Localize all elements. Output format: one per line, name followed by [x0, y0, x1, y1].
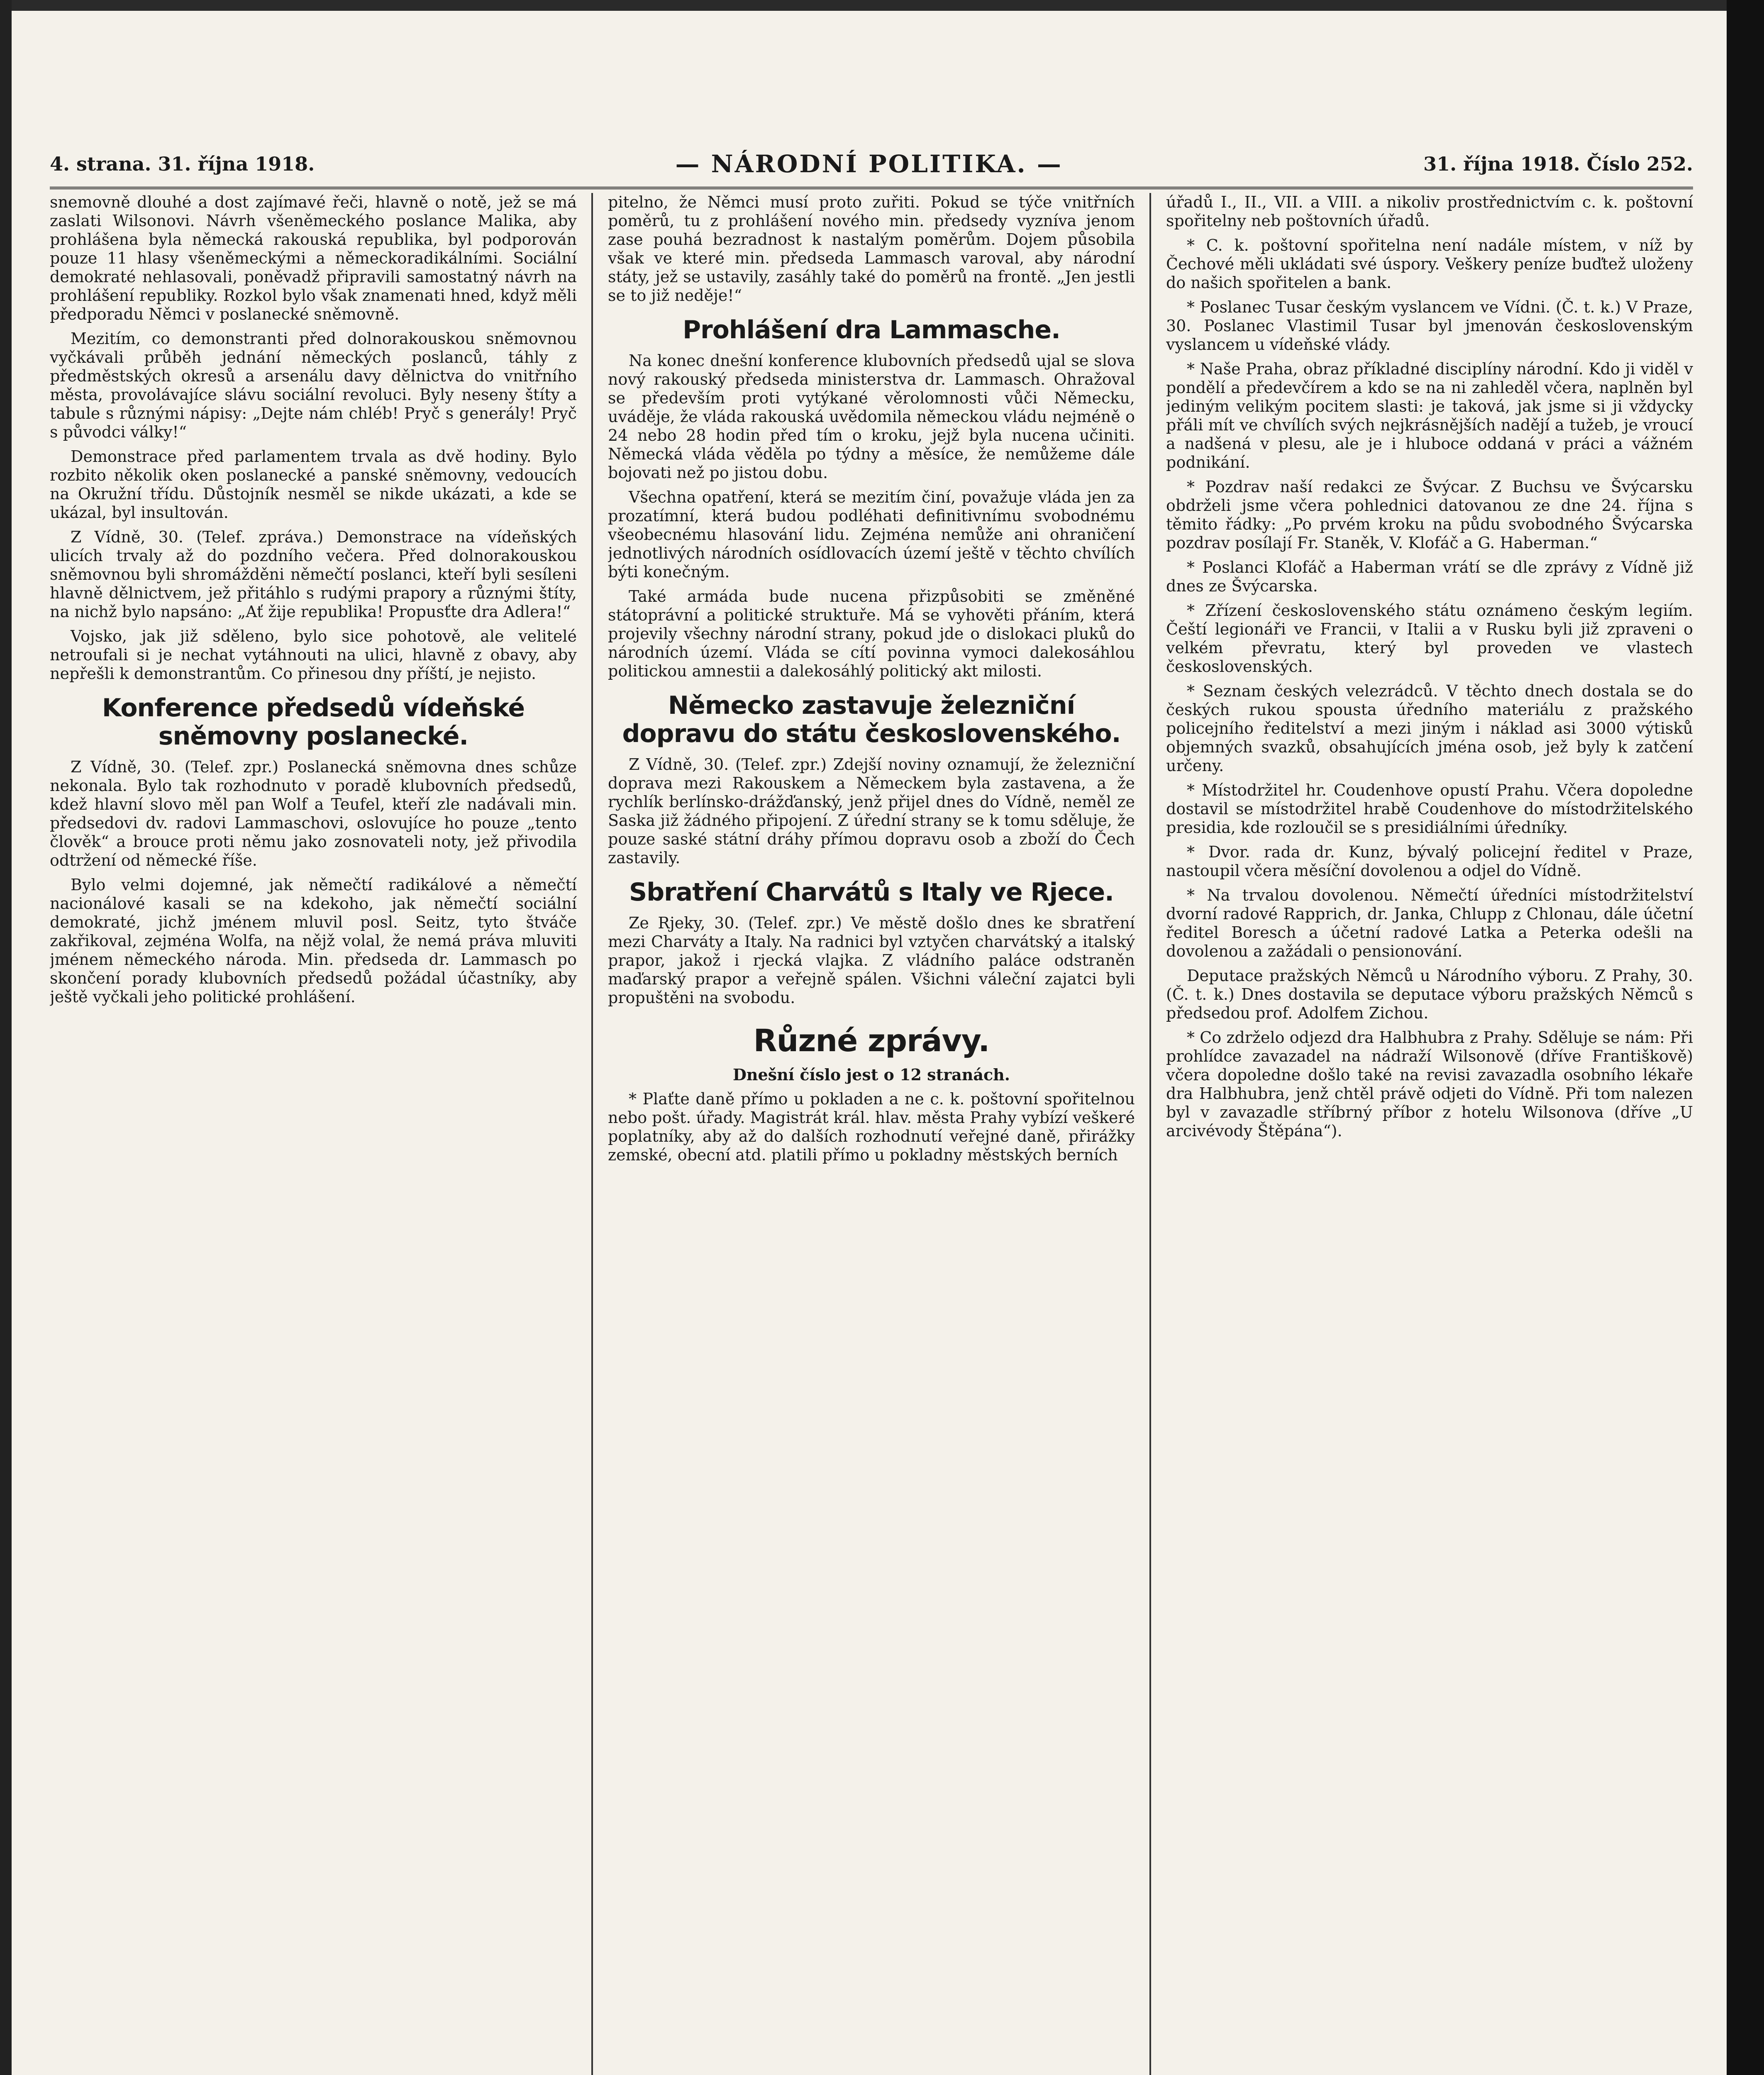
news-item: * Dvor. rada dr. Kunz, bývalý policejní ředitel v Praze, nastoupil včera měsíční dovolenou a odjel do Vídně. — [1166, 843, 1693, 880]
news-item: * Poslanci Klofáč a Haberman vrátí se dle zprávy z Vídně již dnes ze Švýcarska. — [1166, 558, 1693, 595]
paragraph: Mezitím, co demonstranti před dolnorakouskou sněmovnou vyčkávali průběh jednání německých poslanců, táhly z předměstských okresů a arsenálu davy dělnictva do vnitřního města, provolávajíce slávu sociální revoluci. Byly neseny štíty a tabule s různými nápisy: „Dejte nám chléb! Pryč s generály! Pryč s původci války!“ — [50, 330, 577, 441]
column-2 — [608, 193, 1135, 2075]
paragraph: Z Vídně, 30. (Telef. zpr.) Poslanecká sněmovna dnes schůze nekonala. Bylo tak rozhodnuto v poradě klubovních předsedů, kdež hlavní slovo měl pan Wolf a Teufel, kteří zle nadávali min. předsedovi dv. radovi Lammaschovi, oslovujíce ho pouze „tento člověk“ a brouce proti němu jako zosnovateli noty, jež přivodila odtržení od německé říše. — [50, 758, 577, 869]
news-item: * C. k. poštovní spořitelna není nadále místem, v níž by Čechové měli ukládati své úspory. Veškery peníze buďtež uloženy do našich spořitelen a bank. — [1166, 236, 1693, 292]
headline-nemecko: Německo zastavuje železniční dopravu do státu československého. — [622, 691, 1121, 748]
paragraph: * Plaťte daně přímo u pokladen a ne c. k. poštovní spořitelnou nebo pošt. úřady. Magistrát král. hlav. města Prahy vybízí veškeré poplatníky, aby až do dalších rozhodnutí veřejné daně, přirážky zemské, obecní atd. platili přímo u pokladny městských berních — [608, 1090, 1135, 1164]
paragraph: Na konec dnešní konference klubovních předsedů ujal se slova nový rakouský předseda ministerstva dr. Lammasch. Ohražoval se především proti vytýkané věrolomnosti vůči Německu, uváděje, že vláda rakouská uvědomila německou vládu nejméně o 24 nebo 28 hodin před tím o kroku, jejž byla nucena učiniti. Německá vláda věděla po týdny a měsíce, že nemůžeme dále bojovati než po jistou dobu. — [608, 352, 1135, 482]
page-edge-left — [0, 0, 12, 2075]
news-item: * Poslanec Tusar českým vyslancem ve Vídni. (Č. t. k.) V Praze, 30. Poslanec Vlastimil Tusar byl jmenován československým vyslancem u vídeňské vlády. — [1166, 298, 1693, 354]
headline-prohlaseni: Prohlášení dra Lammasche. — [683, 315, 1060, 344]
page-edge-top — [0, 0, 1764, 11]
column-3 — [1166, 193, 1693, 2075]
paragraph: úřadů I., II., VII. a VIII. a nikoliv prostřednictvím c. k. poštovní spořitelny neb poštovních úřadů. — [1166, 193, 1693, 230]
article-columns — [50, 193, 1693, 2075]
headline-konference: Konference předsedů vídeňské sněmovny poslanecké. — [102, 693, 525, 751]
masthead: — NÁRODNÍ POLITIKA. — — [675, 150, 1063, 178]
header-left: 4. strana. 31. října 1918. — [50, 153, 315, 175]
news-item: * Co zdrželo odjezd dra Halbhubra z Prahy. Sděluje se nám: Při prohlídce zavazadel na nádraží Wilsonově (dříve Františkově) včera dopoledne došlo také na revisi zavazadla osobního lékaře dra Halbhubra, jenž chtěl právě odjeti do Vídně. Při tom nalezen byl v zavazadle stříbrný příbor z hotelu Wilsonova (dříve „U arcivévody Štěpána“). — [1166, 1028, 1693, 1140]
header-right: 31. října 1918. Číslo 252. — [1423, 153, 1693, 175]
news-item: * Seznam českých velezrádců. V těchto dnech dostala se do českých rukou spousta úředního materiálu z pražského policejního ředitelství a mezi jiným i náklad asi 3000 výtisků objemných svazků, obsahujících jména osob, jež byly k zatčení určeny. — [1166, 682, 1693, 775]
news-item: Deputace pražských Němců u Národního výboru. Z Prahy, 30. (Č. t. k.) Dnes dostavila se deputace výboru pražských Němců s předsedou prof. Adolfem Zichou. — [1166, 967, 1693, 1022]
paragraph: Bylo velmi dojemné, jak němečtí radikálové a němečtí nacionálové kasali se na kdekoho, jak němečtí sociální demokraté, jichž jménem mluvil posl. Seitz, tyto štváče zakřikoval, zejména Wolfa, na nějž volal, že nemá práva mluviti jménem německého národa. Min. předseda dr. Lammasch po skončení porady klubovních předsedů požádal účastníky, aby ještě vyčkali jeho politické prohlášení. — [50, 876, 577, 1006]
paragraph: pitelno, že Němci musí proto zuřiti. Pokud se týče vnitřních poměrů, tu z prohlášení nového min. předsedy vyzníva jenom zase pouhá bezradnost k nastalým poměrům. Dojem působila však ve které min. předseda Lammasch varoval, aby národní státy, jež se ustavily, zasáhly také do poměrů na frontě. „Jen jestli se to již neděje!“ — [608, 193, 1135, 305]
paragraph: Demonstrace před parlamentem trvala as dvě hodiny. Bylo rozbito několik oken poslanecké a panské sněmovny, vedoucích na Okružní třídu. Důstojník nesměl se nikde ukázati, a kde se ukázal, byl insultován. — [50, 447, 577, 522]
news-item: * Místodržitel hr. Coudenhove opustí Prahu. Včera dopoledne dostavil se místodržitel hrabě Coudenhove do místodržitelského presidia, kde rozloučil se s presidiálními úředníky. — [1166, 781, 1693, 837]
paragraph: Také armáda bude nucena přizpůsobiti se změněné státoprávní a politické struktuře. Má se vyhověti přáním, která projevily všechny národní strany, pokud jde o dislokaci pluků do národních území. Vláda se cítí povinna vymoci dalekosáhlou politickou amnestii a dalekosáhlý politický akt milosti. — [608, 587, 1135, 680]
paragraph: Z Vídně, 30. (Telef. zpr.) Zdejší noviny oznamují, že železniční doprava mezi Rakouskem a Německem byla zastavena, a že rychlík berlínsko-drážďanský, jenž přijel dnes do Vídně, neměl ze Saska již žádného připojení. Z úřední strany se k tomu sděluje, že pouze saské státní dráhy přímou dopravu osob a zboží do Čech zastavily. — [608, 755, 1135, 867]
news-item: * Pozdrav naší redakci ze Švýcar. Z Buchsu ve Švýcarsku obdrželi jsme včera pohlednici datovanou ze dne 24. října s těmito řádky: „Po prvém kroku na půdu svobodného Švýcarska pozdrav posílají Fr. Staněk, V. Klofáč a G. Haberman.“ — [1166, 478, 1693, 552]
paragraph: Všechna opatření, která se mezitím činí, považuje vláda jen za prozatímní, která budou podléhati definitivnímu svobodnému všeobecnému hlasování lidu. Zejména nemůže ani ohraničení jednotlivých národních osídlovacích území ještě v těchto chvílích býti konečným. — [608, 488, 1135, 581]
column-rule — [1149, 193, 1151, 2075]
headline-ruzne-zpravy: Různé zprávy. — [753, 1023, 990, 1059]
paragraph: Vojsko, jak již sděleno, bylo sice pohotově, ale velitelé netroufali si je nechat vytáhnouti na ulici, hlavně z obavy, aby nepřešli k demonstrantům. Co přinesou dny příští, je nejisto. — [50, 627, 577, 683]
headline-sbratreni: Sbratření Charvátů s Italy ve Rjece. — [629, 878, 1114, 907]
page-edge-right — [1727, 0, 1764, 2075]
news-item: * Naše Praha, obraz příkladné disciplíny národní. Kdo ji viděl v pondělí a předevčírem a kdo se na ni zahleděl včera, naplněn byl jediným velikým pocitem slasti: je taková, jak jsme si ji vždycky přáli mít ve chvílích svých nejkrásnějších nadějí a tužeb, je vroucí a nadšená v plesu, ale je i hluboce oddaná v práci a vážném podnikání. — [1166, 360, 1693, 471]
news-item: * Na trvalou dovolenou. Němečtí úředníci místodržitelství dvorní radové Rapprich, dr. Janka, Chlupp z Chlonau, dále účetní ředitel Boresch a účetní radové Latka a Peterka odešli na dovolenou a zažádali o pensionování. — [1166, 886, 1693, 960]
paragraph: Ze Rjeky, 30. (Telef. zpr.) Ve městě došlo dnes ke sbratření mezi Charváty a Italy. Na radnici byl vztyčen charvátský a italský prapor, jakož i rjecká vlajka. Z vládního paláce odstraněn maďarský prapor a veřejně spálen. Všichni váleční zajatci byli propuštěni na svobodu. — [608, 914, 1135, 1007]
paragraph: Z Vídně, 30. (Telef. zpráva.) Demonstrace na vídeňských ulicích trvaly až do pozdního večera. Před dolnorakouskou sněmovnou byli shromážděni němečtí poslanci, kteří byli sesíleni hlavně dělnictvem, jež přitáhlo s rudými prapory a různými štíty, na nichž bylo napsáno: „Ať žije republika! Propusťte dra Adlera!“ — [50, 528, 577, 621]
page-header — [50, 141, 1693, 189]
news-item: * Zřízení československého státu oznámeno českým legiím. Čeští legionáři ve Francii, v Italii a v Rusku byli již zpraveni o velkém převratu, který byl proveden ve vlastech československých. — [1166, 601, 1693, 676]
issue-note: Dnešní číslo jest o 12 stranách. — [732, 1065, 1010, 1084]
column-rule — [591, 193, 593, 2075]
column-1 — [50, 193, 577, 2075]
paragraph: snemovně dlouhé a dost zajímavé řeči, hlavně o notě, jež se má zaslati Wilsonovi. Návrh všeněmeckého poslance Malika, aby prohlášena byla německá rakouská republika, byl podporován pouze 11 hlasy všeněmeckými a německoradikálními. Sociální demokraté nehlasovali, poněvadž připravili samostatný návrh na prohlášení republiky. Rozkol bylo však znamenati hned, když měli předporadu Němci v poslanecké sněmovně. — [50, 193, 577, 323]
